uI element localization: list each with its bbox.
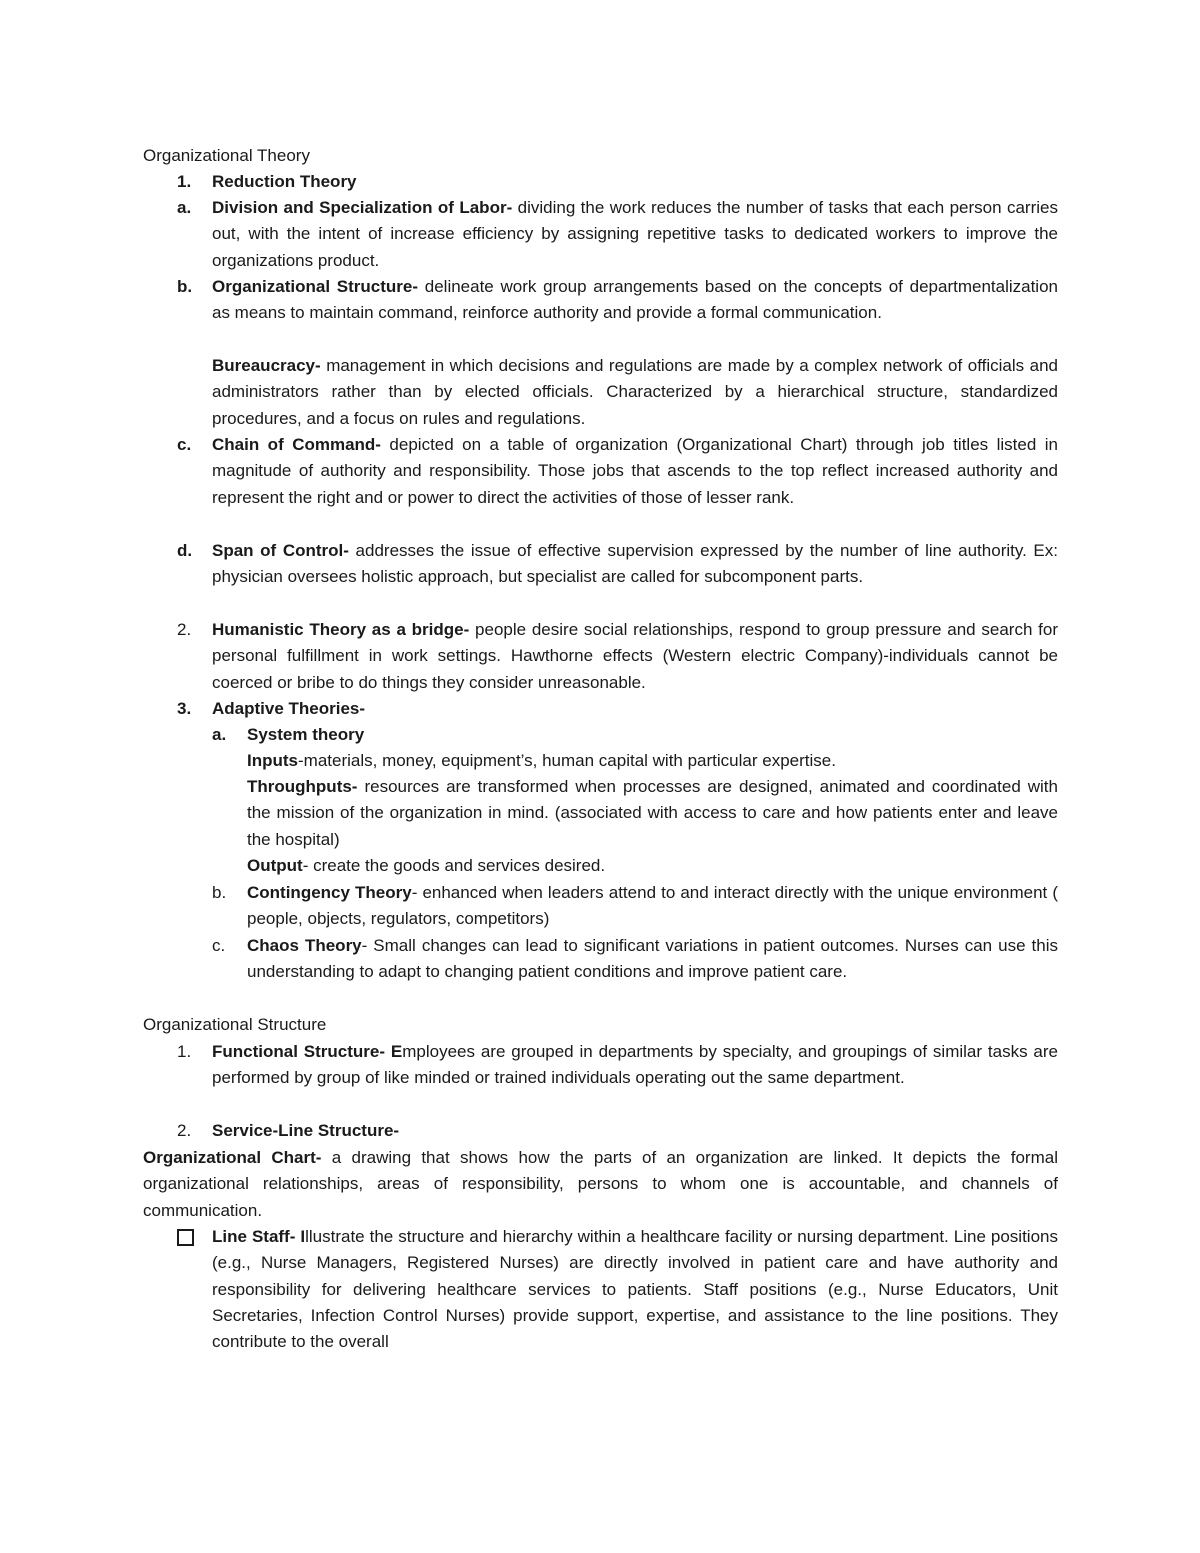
list-item: [247, 880, 1058, 933]
term: Span of Control-: [212, 541, 349, 560]
list-item: [212, 353, 1058, 432]
term: Organizational Structure-: [212, 277, 419, 296]
list-number: 2.: [177, 620, 192, 639]
paragraph: [143, 1145, 1058, 1224]
term: Inputs: [247, 751, 298, 770]
list-number: 2.: [177, 1121, 192, 1140]
list-letter: b.: [212, 883, 227, 902]
item-title: Service-Line Structure-: [212, 1121, 400, 1140]
term: Functional Structure- E: [212, 1042, 403, 1061]
list-item: [212, 1039, 1058, 1092]
list-letter: d.: [177, 541, 193, 560]
list-item: [212, 617, 1058, 696]
term: Bureaucracy-: [212, 356, 321, 375]
definition: - create the goods and services desired.: [302, 856, 606, 875]
definition: addresses the issue of effective supervision expressed by the number of line authority. Ex: physician oversees holistic approach, but specialist are called for subcomponent parts.: [212, 541, 1058, 587]
list-number: 1.: [177, 1042, 192, 1061]
list-item: [212, 538, 1058, 591]
list-item: [247, 853, 1058, 879]
definition: - enhanced when leaders attend to and interact directly with the unique environment ( people, objects, regulators, competitors): [247, 883, 1058, 929]
list-item: [247, 748, 1058, 774]
list-letter: c.: [212, 936, 226, 955]
term: Chain of Command-: [212, 435, 381, 454]
term: Line Staff- I: [212, 1227, 306, 1246]
list-item: [212, 274, 1058, 327]
item-title: Adaptive Theories-: [212, 699, 366, 718]
term: Output: [247, 856, 303, 875]
section-heading: Organizational Structure: [143, 1015, 327, 1034]
checkbox-bullet-icon: [177, 1229, 194, 1246]
list-letter: a.: [177, 198, 192, 217]
definition: depicted on a table of organization (Organizational Chart) through job titles listed in magnitude of authority and responsibility. Those jobs that ascends to the top reflect increased authority and represent the right and or power to direct the activities of those of lesser rank.: [212, 435, 1058, 507]
item-title: Reduction Theory: [212, 172, 357, 191]
definition: -materials, money, equipment’s, human capital with particular expertise.: [298, 751, 836, 770]
list-item: [247, 933, 1058, 986]
list-item: [247, 774, 1058, 853]
definition: - Small changes can lead to significant variations in patient outcomes. Nurses can use this understanding to adapt to changing patient conditions and improve patient care.: [247, 936, 1058, 982]
term: Humanistic Theory as a bridge-: [212, 620, 470, 639]
item-title: System theory: [247, 725, 365, 744]
list-number: 3.: [177, 699, 192, 718]
definition: resources are transformed when processes are designed, animated and coordinated with the mission of the organization in mind. (associated with access to care and how patients enter and leave the hospital): [247, 777, 1058, 849]
term: Chaos Theory: [247, 936, 362, 955]
term: Organizational Chart-: [143, 1148, 322, 1167]
definition: dividing the work reduces the number of tasks that each person carries out, with the intent of increase efficiency by assigning repetitive tasks to dedicated workers to improve the organizations product.: [212, 198, 1058, 270]
term: Throughputs-: [247, 777, 358, 796]
definition: people desire social relationships, respond to group pressure and search for personal fulfillment in work settings. Hawthorne effects (Western electric Company)-individuals cannot be coerced or bribe to do things they consider unreasonable.: [212, 620, 1058, 692]
definition: management in which decisions and regulations are made by a complex network of officials and administrators rather than by elected officials. Characterized by a hierarchical structure, standardized procedures, and a focus on rules and regulations.: [212, 356, 1058, 428]
definition: a drawing that shows how the parts of an organization are linked. It depicts the formal organizational relationships, areas of responsibility, persons to whom one is accountable, and channels of communication.: [143, 1148, 1058, 1220]
definition: delineate work group arrangements based on the concepts of departmentalization as means to maintain command, reinforce authority and provide a formal communication.: [212, 277, 1058, 323]
list-number: 1.: [177, 172, 192, 191]
list-letter: b.: [177, 277, 193, 296]
list-letter: a.: [212, 725, 227, 744]
term: Contingency Theory: [247, 883, 412, 902]
list-letter: c.: [177, 435, 192, 454]
section-heading: Organizational Theory: [143, 146, 310, 165]
list-item: [212, 1224, 1058, 1355]
definition: mployees are grouped in departments by specialty, and groupings of similar tasks are performed by group of like minded or trained individuals operating out the same department.: [212, 1042, 1058, 1088]
list-item: [212, 432, 1058, 511]
term: Division and Specialization of Labor-: [212, 198, 513, 217]
definition: llustrate the structure and hierarchy within a healthcare facility or nursing department. Line positions (e.g., Nurse Managers, Registered Nurses) are directly involved in patient care and have authority and responsibility for delivering healthcare services to patients. Staff positions (e.g., Nurse Educators, Unit Secretaries, Infection Control Nurses) provide support, expertise, and assistance to the line positions. They contribute to the overall: [212, 1227, 1058, 1352]
list-item: [212, 195, 1058, 274]
